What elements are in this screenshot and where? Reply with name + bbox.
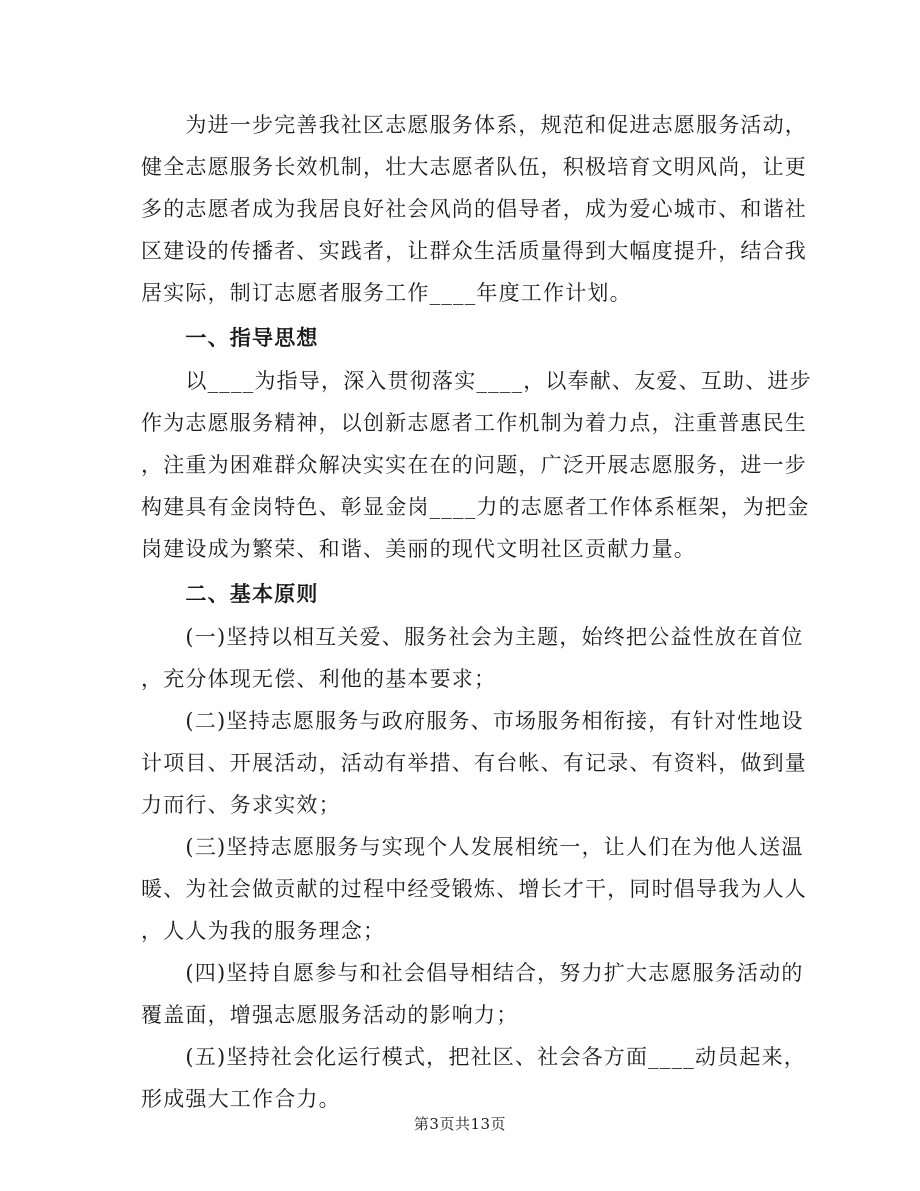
principle-line: (三)坚持志愿服务与实现个人发展相统一，让人们在为他人送温 <box>141 835 804 859</box>
principle-line: (一)坚持以相互关爱、服务社会为主题，始终把公益性放在首位 <box>141 625 804 649</box>
paragraph-guiding-line: 以____为指导，深入贯彻落实____，以奉献、友爱、互助、进步 <box>141 369 812 393</box>
principle-line: 计项目、开展活动，活动有举措、有台帐、有记录、有资料，做到量 <box>141 751 807 775</box>
principle-line: (五)坚持社会化运行模式，把社区、社会各方面____动员起来， <box>141 1045 806 1069</box>
paragraph-guiding-line: 构建具有金岗特色、彰显金岗____力的志愿者工作体系框架，为把金 <box>141 495 810 519</box>
document-body <box>141 104 812 1120</box>
paragraph-intro-line: 多的志愿者成为我居良好社会风尚的倡导者，成为爱心城市、和谐社 <box>141 197 807 221</box>
principle-line: 覆盖面，增强志愿服务活动的影响力； <box>141 1003 519 1027</box>
principle-line: ，人人为我的服务理念； <box>141 919 386 943</box>
paragraph-intro-line: 为进一步完善我社区志愿服务体系，规范和促进志愿服务活动， <box>141 113 807 137</box>
paragraph-intro-line: 居实际，制订志愿者服务工作____年度工作计划。 <box>141 281 632 305</box>
paragraph-guiding-line: ，注重为困难群众解决实实在在的问题，广泛开展志愿服务，进一步 <box>141 453 807 477</box>
principle-line: 力而行、务求实效； <box>141 793 341 817</box>
principle-line: (四)坚持自愿参与和社会倡导相结合，努力扩大志愿服务活动的 <box>141 961 804 985</box>
principle-line: 形成强大工作合力。 <box>141 1087 341 1111</box>
page-number-footer: 第3页共13页 <box>413 1115 507 1133</box>
principle-line: (二)坚持志愿服务与政府服务、市场服务相衔接，有针对性地设 <box>141 709 804 733</box>
paragraph-intro-line: 区建设的传播者、实践者，让群众生活质量得到大幅度提升，结合我 <box>141 239 807 263</box>
principle-line: 暖、为社会做贡献的过程中经受锻炼、增长才干，同时倡导我为人人 <box>141 877 807 901</box>
paragraph-intro-line: 健全志愿服务长效机制，壮大志愿者队伍，积极培育文明风尚，让更 <box>141 155 807 179</box>
paragraph-guiding-line: 岗建设成为繁荣、和谐、美丽的现代文明社区贡献力量。 <box>141 537 696 561</box>
section-heading-guiding-ideology: 一、指导思想 <box>141 326 319 350</box>
principle-line: ，充分体现无偿、利他的基本要求； <box>141 667 497 691</box>
paragraph-guiding-line: 作为志愿服务精神，以创新志愿者工作机制为着力点，注重普惠民生 <box>141 411 807 435</box>
section-heading-basic-principles: 二、基本原则 <box>141 582 319 606</box>
